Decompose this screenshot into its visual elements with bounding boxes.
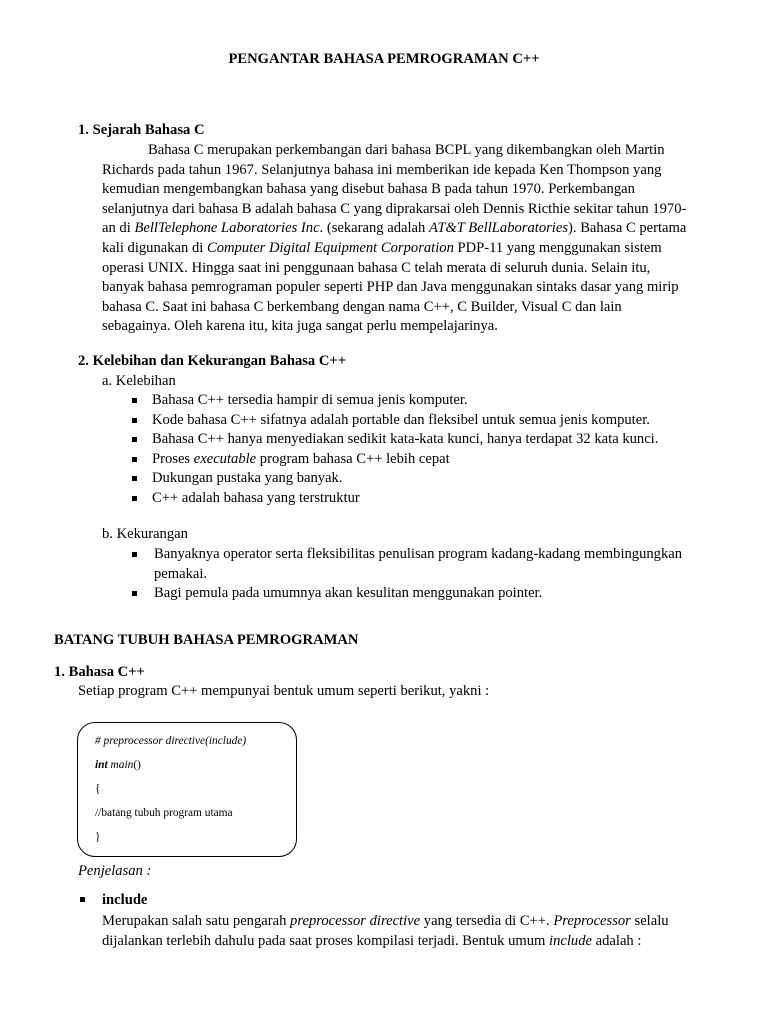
paragraph-sejarah bbox=[102, 141, 714, 337]
code-line-open-brace: { bbox=[95, 783, 101, 795]
italic-text: AT&T BellLaboratories bbox=[428, 220, 569, 237]
para-line: operasi UNIX. Hingga saat ini penggunaan bahasa C telah merata di seluruh dunia. Selain itu, bbox=[102, 259, 651, 276]
para-line: dijalankan terlebih dahulu pada saat proses kompilasi terjadi. Bentuk umum include adalah : bbox=[102, 932, 642, 949]
section-heading-sejarah: 1. Sejarah Bahasa C bbox=[78, 122, 205, 138]
para-line: an di BellTelephone Laboratories Inc. (sekarang adalah AT&T BellLaboratories). Bahasa C pertama bbox=[102, 220, 687, 237]
italic-text: executable bbox=[193, 450, 257, 467]
italic-text: Computer Digital Equipment Corporation bbox=[206, 239, 454, 256]
list-kekurangan bbox=[130, 545, 720, 604]
section-heading-kelebihan-kekurangan: 2. Kelebihan dan Kekurangan Bahasa C++ bbox=[78, 353, 347, 369]
page-title: PENGANTAR BAHASA PEMROGRAMAN C++ bbox=[228, 51, 540, 67]
para-line: Bahasa C merupakan perkembangan dari bahasa BCPL yang dikembangkan oleh Martin bbox=[148, 142, 665, 158]
code-line-comment: //batang tubuh program utama bbox=[95, 807, 233, 819]
para-line: kali digunakan di Computer Digital Equipment Corporation PDP-11 yang menggunakan sistem bbox=[102, 239, 662, 256]
subheading-kekurangan: b. Kekurangan bbox=[102, 526, 188, 542]
list-item: Bagi pemula pada umumnya akan kesulitan menggunakan pointer. bbox=[130, 584, 720, 604]
penjelasan-label: Penjelasan : bbox=[78, 863, 152, 879]
intro-text: Setiap program C++ mempunyai bentuk umum seperti berikut, yakni : bbox=[78, 683, 490, 699]
bullet-icon bbox=[80, 897, 85, 902]
include-heading: include bbox=[102, 892, 148, 908]
para-line: banyak bahasa pemrograman populer seperti PHP dan Java menggunakan sintaks dasar yang mirip bbox=[102, 279, 679, 296]
section-heading-batang-tubuh: BATANG TUBUH BAHASA PEMROGRAMAN bbox=[54, 632, 359, 648]
include-description bbox=[102, 912, 714, 951]
list-item: Proses executable program bahasa C++ lebih cepat bbox=[130, 450, 720, 470]
para-line: Merupakan salah satu pengarah preprocessor directive yang tersedia di C++. Preprocessor selalu bbox=[102, 913, 669, 929]
para-line: selanjutnya dari bahasa B adalah bahasa C yang diprakarsai oleh Dennis Ricthie sekitar tahun 1970- bbox=[102, 200, 687, 217]
code-line-main: int main() bbox=[95, 759, 141, 771]
code-line-close-brace: } bbox=[95, 831, 101, 843]
list-item: C++ adalah bahasa yang terstruktur bbox=[130, 489, 720, 509]
list-item: Dukungan pustaka yang banyak. bbox=[130, 469, 720, 489]
list-kelebihan bbox=[130, 391, 720, 509]
para-line: kemudian mengembangkan bahasa yang disebut bahasa B pada tahun 1970. Perkembangan bbox=[102, 181, 635, 198]
list-item: Bahasa C++ tersedia hampir di semua jenis komputer. bbox=[130, 391, 720, 411]
list-item: Bahasa C++ hanya menyediakan sedikit kata-kata kunci, hanya terdapat 32 kata kunci. bbox=[130, 430, 720, 450]
para-line: Richards pada tahun 1967. Selanjutnya bahasa ini memberikan ide kepada Ken Thompson yang bbox=[102, 161, 662, 178]
para-line: sebagainya. Oleh karena itu, kita juga sangat perlu mempelajarinya. bbox=[102, 318, 498, 335]
code-box bbox=[77, 722, 297, 857]
list-item: Banyaknya operator serta fleksibilitas penulisan program kadang-kadang membingungkan pemakai. bbox=[130, 545, 720, 584]
italic-text: BellTelephone Laboratories Inc bbox=[134, 220, 320, 237]
para-line: bahasa C. Saat ini bahasa C berkembang dengan nama C++, C Builder, Visual C dan lain bbox=[102, 298, 622, 315]
list-item: Kode bahasa C++ sifatnya adalah portable dan fleksibel untuk semua jenis komputer. bbox=[130, 411, 720, 431]
subheading-bahasa-cpp: 1. Bahasa C++ bbox=[54, 664, 145, 680]
subheading-kelebihan: a. Kelebihan bbox=[102, 373, 176, 389]
code-line-preprocessor: # preprocessor directive(include) bbox=[95, 735, 247, 747]
